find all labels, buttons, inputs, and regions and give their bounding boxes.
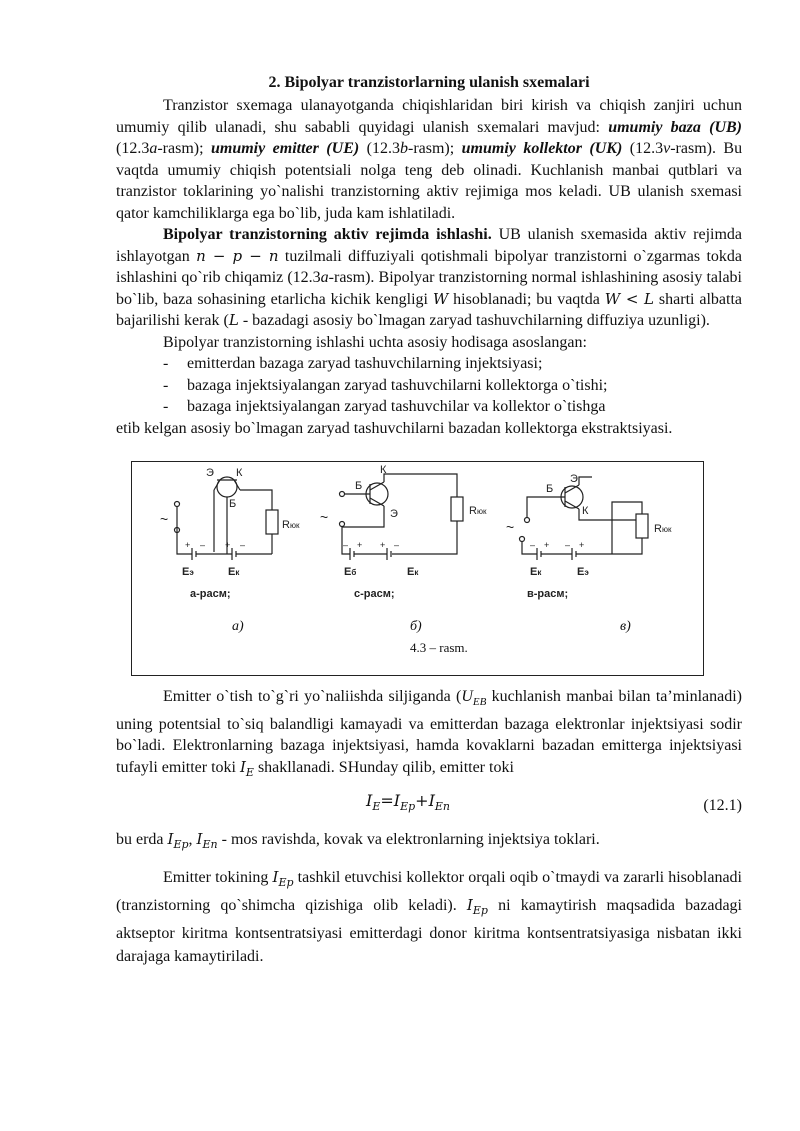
- subfigure-label-c: в): [620, 619, 631, 634]
- svg-text:+: +: [380, 540, 386, 550]
- collector-source-label: Eк: [228, 566, 240, 578]
- figure-caption: 4.3 – rasm.: [410, 640, 468, 655]
- circuit-common-base: [160, 467, 300, 600]
- circuit-common-emitter: [320, 464, 487, 600]
- paragraph-emitter-current: Emitter o`tish to`g`ri yo`naliishda siljiganda ($U_{EB}$ kuchlanish manbai bilan ta’minlanadi) uning potentsial to`siq balandligi kamayadi va emitterdan bazaga elektronlar injektsiyasi sodir bo`ladi. Elektronlarning bazaga injektsiyasi, hamda kovaklarni bazadan emitterga injektsiyasi tufayli emitter toki $I_E$ shakllanadi. SHunday qilib, emitter toki: [116, 688, 743, 779]
- svg-text:–: –: [240, 540, 246, 550]
- list-item: - bazaga injektsiyalangan zaryad tashuvchilarni kollektorga o`tishi;: [163, 376, 608, 394]
- svg-text:~: ~: [506, 519, 515, 535]
- svg-text:Э: Э: [390, 508, 398, 520]
- section-title: 2. Bipolyar tranzistorlarning ulanish sxemalari: [268, 74, 590, 91]
- circuit-common-collector: [506, 473, 672, 600]
- term-common-emitter: umumiy emitter (UE): [210, 140, 360, 157]
- paragraph-active-mode: Bipolyar tranzistorning aktiv rejimda ishlashi. UB ulanish sxemasida aktiv rejimda ishlayotgan n − p − n tuzilmali diffuziyali qotishmali bipolyar tranzistorni o`zgarmas tokda ishlashini qo`rib chiqamiz (12.3a-rasm). Bipolyar tranzistorning normal ishlashining asosiy talabi bo`lib, baza sohasining etarlicha kichik kengligi W hisoblanadi; bu vaqtda W < L sharti albatta bajarilishi kerak (L - bazadagi asosiy bo`lmagan zaryad tashuvchilarning diffuziya uzunligi).: [116, 226, 743, 329]
- svg-text:+: +: [185, 540, 191, 550]
- symbol-w: W: [432, 289, 449, 308]
- circuit-figure: [131, 461, 704, 676]
- svg-text:Э: Э: [570, 473, 578, 485]
- emitter-source-label: Eэ: [182, 566, 194, 578]
- load-resistor-label: Rюк: [282, 519, 300, 531]
- paragraph-extraction: etib kelgan asosiy bo`lmagan zaryad tashuvchilarni bazadan kollektorga ekstraktsiyasi.: [116, 419, 673, 437]
- subheading-active-mode: Bipolyar tranzistorning aktiv rejimda ishlashi.: [163, 226, 492, 243]
- paragraph-hole-current: Emitter tokining $I_{Ep}$ tashkil etuvchisi kollektor orqali oqib o`tmaydi va zararli hisoblanadi (tranzistorning qo`shimcha qizishiga olib keladi). $I_{Ep}$ ni kamaytirish maqsadida bazadagi aktseptor kiritma kontsentratsiyasi emitterdagi donor kiritma kontsentratsiyasiga nisbatan ikki darajaga kamaytiriladi.: [116, 867, 742, 965]
- svg-text:–: –: [394, 540, 400, 550]
- svg-text:Б: Б: [546, 483, 554, 495]
- svg-text:–: –: [565, 540, 571, 550]
- circuit-b-name: с-расм;: [354, 588, 395, 600]
- equation-formula: $I_E=I_{Ep}+I_{En}$: [366, 791, 451, 814]
- svg-text:Rюк: Rюк: [469, 505, 487, 517]
- collector-label: К: [236, 467, 243, 479]
- svg-text:Eк: Eк: [530, 566, 542, 578]
- circuit-c-name: в-расм;: [527, 588, 569, 600]
- svg-text:+: +: [544, 540, 550, 550]
- list-item: - emitterdan bazaga zaryad tashuvchilarning injektsiyasi;: [163, 355, 543, 372]
- svg-text:Eк: Eк: [407, 566, 419, 578]
- svg-text:Eб: Eб: [344, 566, 357, 578]
- svg-text:–: –: [200, 540, 206, 550]
- source-tilde: ~: [160, 511, 169, 527]
- paragraph-connection-schemes: Tranzistor sxemaga ulanayotganda chiqishlaridan biri kirish va chiqish zanjiri uchun umumiy qilib ulanadi, shu sababli quyidagi ulanish sxemalari mavjud: umumiy baza (UB) (12.3a-rasm); umumiy emitter (UE) (12.3b-rasm); umumiy kollektor (UK) (12.3v-rasm). Bu vaqtda umumiy chiqish potentsiali nolga teng deb olinadi. Kuchlanish manbai qutblari va tranzistor toklarining yo`nalishi tranzistorning aktiv rejimiga mos keladi. UB ulanish sxemasi qator kamchiliklarga ega bo`lib, juda kam ishlatiladi.: [116, 97, 743, 222]
- equation-number: (12.1): [703, 797, 742, 815]
- paragraph-phenomena-intro: Bipolyar tranzistorning ishlashi uchta asosiy hodisaga asoslangan:: [163, 333, 587, 351]
- svg-text:К: К: [582, 505, 589, 517]
- formula-w-less-l: W < L: [604, 289, 655, 308]
- equation-12-1: [116, 783, 742, 823]
- term-common-collector: umumiy kollektor (UK): [461, 140, 623, 157]
- svg-text:–: –: [343, 540, 349, 550]
- subfigure-label-b: б): [410, 619, 422, 634]
- svg-text:+: +: [579, 540, 585, 550]
- svg-text:К: К: [380, 464, 387, 476]
- svg-text:~: ~: [320, 509, 329, 525]
- svg-text:Б: Б: [355, 480, 363, 492]
- svg-text:–: –: [530, 540, 536, 550]
- circuit-a-name: а-расм;: [190, 588, 231, 600]
- svg-text:Rюк: Rюк: [654, 523, 672, 535]
- document-page: [116, 72, 742, 968]
- subfigure-label-a: а): [232, 619, 244, 634]
- symbol-l: L: [228, 311, 239, 329]
- emitter-label: Э: [206, 467, 214, 479]
- svg-text:+: +: [225, 540, 231, 550]
- svg-text:Eэ: Eэ: [577, 566, 589, 578]
- term-common-base: umumiy baza (UB): [608, 118, 743, 136]
- paragraph-where: bu erda $I_{Ep}$, $I_{En}$ - mos ravishda, kovak va elektronlarning injektsiya toklari.: [116, 830, 600, 852]
- formula-npn: n − p − n: [196, 246, 279, 265]
- base-label: Б: [229, 498, 237, 510]
- list-item: - bazaga injektsiyalangan zaryad tashuvchilar va kollektor o`tishga: [163, 398, 606, 415]
- svg-text:+: +: [357, 540, 363, 550]
